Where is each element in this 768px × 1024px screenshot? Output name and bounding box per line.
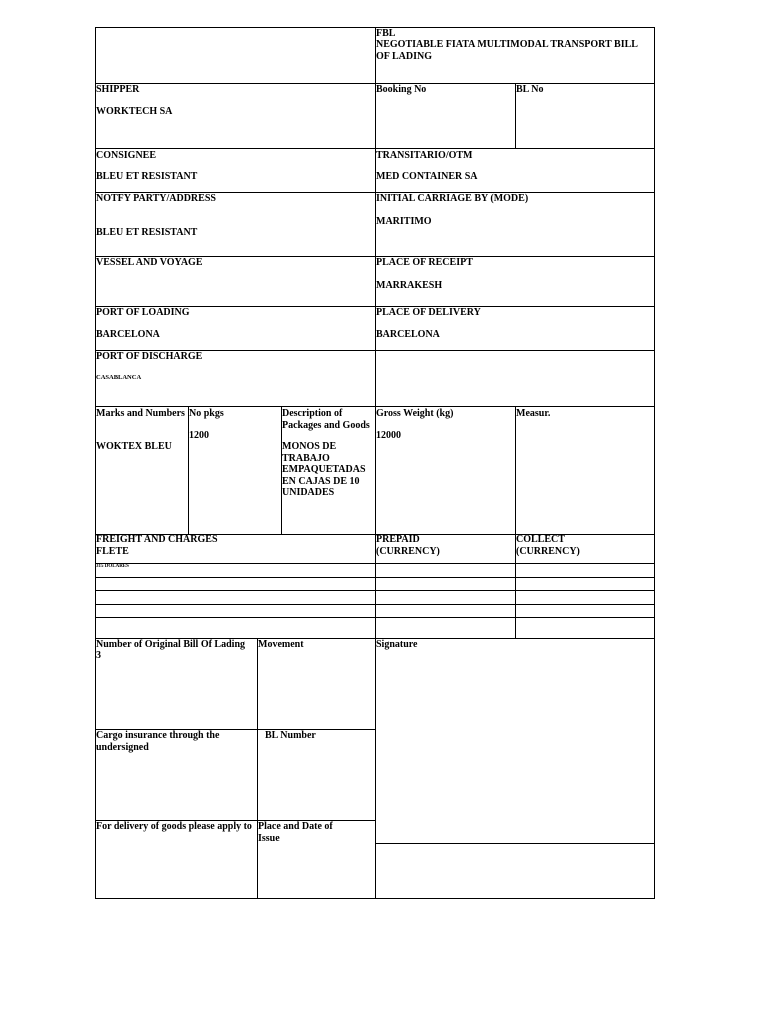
description-label: Description of Packages and Goods	[282, 408, 370, 431]
marks-numbers-value: WOKTEX BLEU	[96, 441, 172, 452]
consignee-value: BLEU ET RESISTANT	[96, 171, 198, 182]
cargo-insurance-label: Cargo insurance through the undersigned	[96, 730, 220, 753]
port-of-loading-label: PORT OF LOADING	[96, 307, 190, 318]
port-of-discharge-label: PORT OF DISCHARGE	[96, 351, 203, 362]
rule	[654, 27, 655, 899]
booking-no-label: Booking No	[376, 84, 427, 95]
place-date-issue-label: Place and Date of Issue	[258, 821, 333, 844]
place-of-delivery-value: BARCELONA	[376, 329, 440, 340]
shipper-label: SHIPPER	[96, 84, 140, 95]
port-of-loading-value: BARCELONA	[96, 329, 160, 340]
original-bl-count-value: 3	[96, 650, 101, 661]
gross-weight-value: 12000	[376, 430, 401, 441]
original-bl-count-label: Number of Original Bill Of Lading	[96, 639, 245, 650]
movement-label: Movement	[258, 639, 304, 650]
freight-first-row: 315 DOLARES	[96, 564, 129, 569]
document-title: NEGOTIABLE FIATA MULTIMODAL TRANSPORT BILL OF LADING	[376, 39, 638, 62]
transitario-value: MED CONTAINER SA	[376, 171, 478, 182]
transitario-label: TRANSITARIO/OTM	[376, 150, 473, 161]
shipper-value: WORKTECH SA	[96, 106, 173, 117]
consignee-label: CONSIGNEE	[96, 150, 157, 161]
bl-no-label: BL No	[516, 84, 544, 95]
initial-carriage-label: INITIAL CARRIAGE BY (MODE)	[376, 193, 529, 204]
place-of-receipt-value: MARRAKESH	[376, 280, 443, 291]
prepaid-label: PREPAID (CURRENCY)	[376, 534, 440, 557]
port-of-discharge-value: CASABLANCA	[96, 374, 142, 381]
no-pkgs-label: No pkgs	[189, 408, 224, 419]
gross-weight-label: Gross Weight (kg)	[376, 408, 454, 419]
rule	[515, 406, 516, 639]
bl-number-label: BL Number	[265, 730, 316, 741]
notify-party-label: NOTFY PARTY/ADDRESS	[96, 193, 216, 204]
marks-numbers-label: Marks and Numbers	[96, 408, 185, 419]
place-of-receipt-label: PLACE OF RECEIPT	[376, 257, 473, 268]
description-value: MONOS DE TRABAJO EMPAQUETADAS EN CAJAS DE 10 UNIDADES	[282, 441, 366, 498]
no-pkgs-value: 1200	[189, 430, 209, 441]
freight-label: FREIGHT AND CHARGES FLETE	[96, 534, 218, 557]
signature-label: Signature	[376, 639, 418, 650]
rule	[188, 406, 189, 535]
delivery-apply-label: For delivery of goods please apply to	[96, 821, 252, 832]
document-code: FBL	[376, 28, 396, 39]
measurement-label: Measur.	[516, 408, 551, 419]
initial-carriage-value: MARITIMO	[376, 216, 432, 227]
rule	[257, 638, 258, 899]
place-of-delivery-label: PLACE OF DELIVERY	[376, 307, 481, 318]
rule	[375, 843, 655, 844]
vessel-label: VESSEL AND VOYAGE	[96, 257, 203, 268]
collect-label: COLLECT (CURRENCY)	[516, 534, 580, 557]
notify-party-value: BLEU ET RESISTANT	[96, 227, 198, 238]
